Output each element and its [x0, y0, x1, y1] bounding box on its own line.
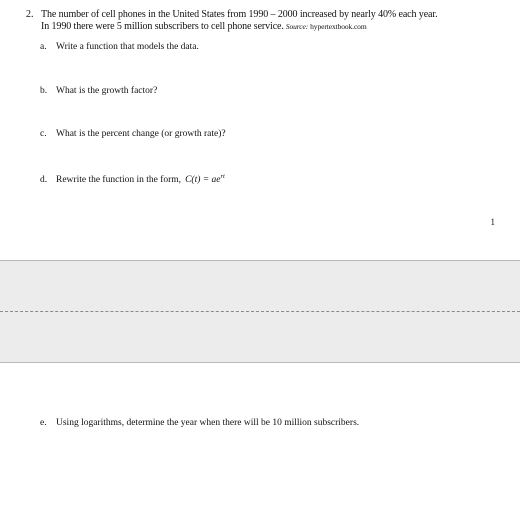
formula-base: C(t) = ae [185, 175, 221, 186]
question-text-line-2 [41, 21, 367, 32]
part-e-text: Using logarithms, determine the year when there will be 10 million subscribers. [56, 418, 360, 428]
part-a-text: Write a function that models the data. [56, 42, 199, 52]
document-page-1 [0, 0, 520, 260]
document-page-2 [0, 363, 520, 523]
part-a-letter: a. [40, 42, 47, 52]
page-number: 1 [490, 217, 495, 227]
part-d [40, 173, 225, 185]
part-b [40, 86, 157, 96]
part-c [40, 129, 226, 139]
question-number: 2. [26, 9, 34, 20]
formula-expression [185, 175, 225, 185]
part-e-letter: e. [40, 418, 47, 428]
formula-exponent: rt [220, 173, 225, 180]
part-c-letter: c. [40, 129, 47, 139]
page-break-gap [0, 260, 520, 363]
source-value: hypertextbook.com [310, 22, 367, 31]
source-label: Source: [285, 22, 309, 31]
part-b-letter: b. [40, 86, 48, 96]
part-c-text: What is the percent change (or growth rate)? [56, 129, 226, 139]
part-b-text: What is the growth factor? [56, 86, 158, 96]
question-text-line-2-main: In 1990 there were 5 million subscribers to cell phone service. [41, 21, 284, 32]
part-a [40, 42, 199, 52]
part-d-letter: d. [40, 175, 48, 186]
part-d-text: Rewrite the function in the form, [56, 175, 182, 186]
part-e [40, 418, 359, 428]
part-d-formula [185, 175, 225, 185]
page-break-dashed-line [0, 311, 520, 312]
question-text-line-1: The number of cell phones in the United States from 1990 – 2000 increased by nearly 40% each year. [41, 9, 438, 20]
